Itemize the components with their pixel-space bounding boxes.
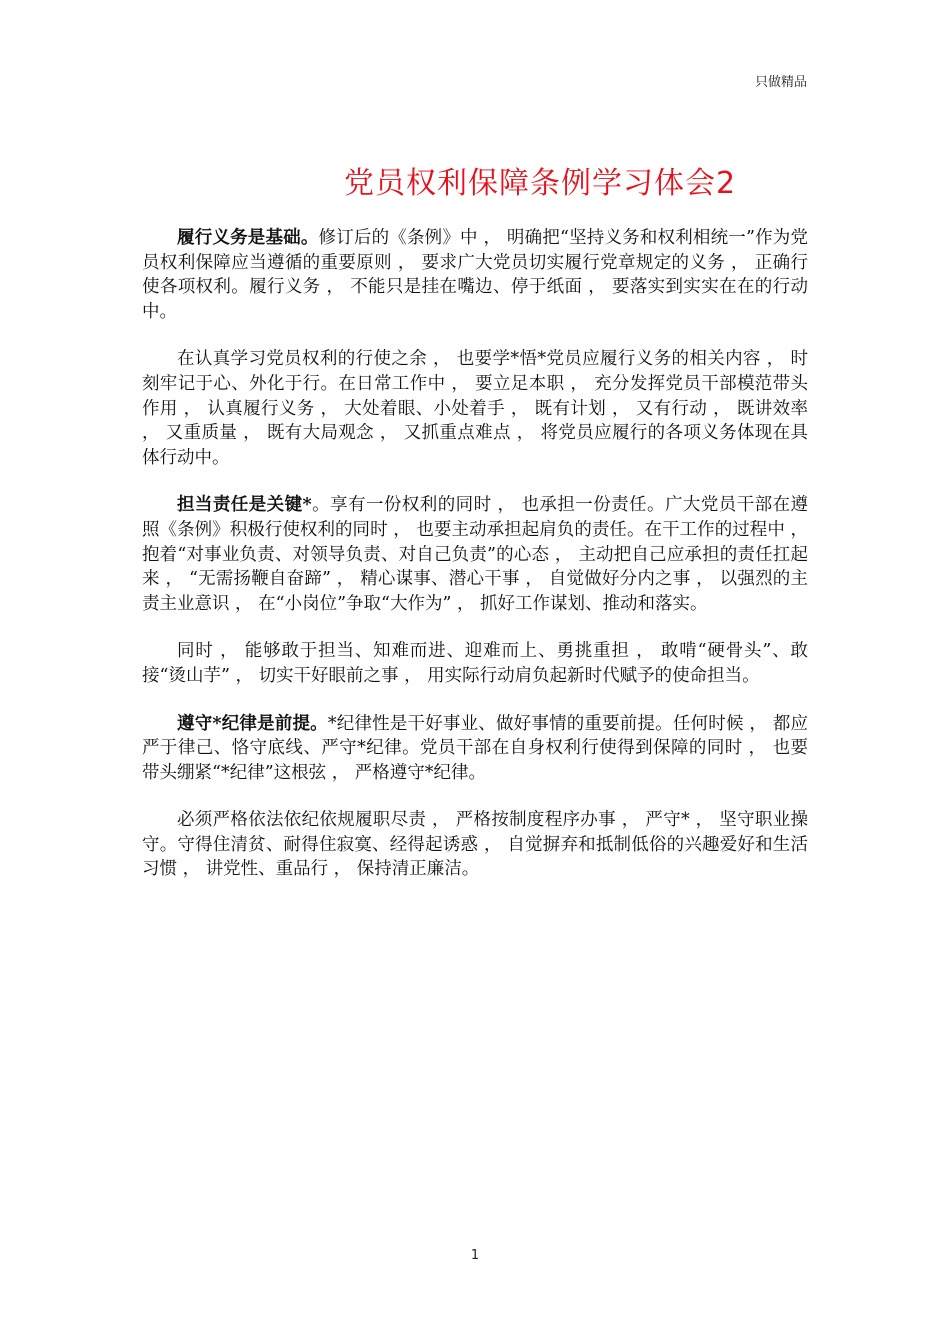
paragraph <box>142 808 808 882</box>
paragraph <box>142 493 808 616</box>
paragraph-text: 必须严格依法依纪依规履职尽责 ， 严格按制度程序办事 ， 严守* ， 坚守职业操守。守得住清贫、耐得住寂寞、经得起诱惑 ， 自觉摒弃和抵制低俗的兴趣爱好和生活习惯 ， 讲党性、重品行 ， 保持清正廉洁。 <box>142 810 808 880</box>
paragraph-lead: 遵守*纪律是前提。 <box>177 713 328 734</box>
paragraph-text: 。享有一份权利的同时 ， 也承担一份责任。广大党员干部在遵照《条例》积极行使权利的同时 ， 也要主动承担起肩负的责任。在干工作的过程中 ， 抱着“对事业负责、对领导负责、对自己负责”的心态 ， 主动把自己应承担的责任扛起来 ， “无需扬鞭自奋蹄” ， 精心谋事、潜心干事 ， 自觉做好分内之事 ， 以强烈的主责主业意识 ， 在“小岗位”争取“大作为” ， 抓好工作谋划、推动和落实。 <box>142 495 809 614</box>
paragraph-text: 同时 ， 能够敢于担当、知难而进、迎难而上、勇挑重担 ， 敢啃“硬骨头”、敢接“烫山芋” ， 切实干好眼前之事 ， 用实际行动肩负起新时代赋予的使命担当。 <box>142 641 808 686</box>
paragraph <box>142 226 808 324</box>
paragraph-text: 修订后的《条例》中 ， 明确把“坚持义务和权利相统一”作为党员权利保障应当遵循的重要原则 ， 要求广大党员切实履行党章规定的义务 ， 正确行使各项权利。履行义务 ， 不能只是挂在嘴边、停于纸面 ， 要落实到实实在在的行动中。 <box>142 228 808 322</box>
paragraph-lead: 履行义务是基础。 <box>177 228 319 248</box>
document-body <box>142 226 808 905</box>
paragraph <box>142 639 808 688</box>
page-number: 1 <box>470 1248 480 1263</box>
document-title: 党员权利保障条例学习体会2 <box>343 166 737 201</box>
paragraph <box>142 347 808 470</box>
header-note: 只做精品 <box>754 75 807 90</box>
paragraph <box>142 712 808 786</box>
paragraph-text: 在认真学习党员权利的行使之余 ， 也要学*悟*党员应履行义务的相关内容 ， 时刻牢记于心、外化于行。在日常工作中 ， 要立足本职 ， 充分发挥党员干部模范带头作用 ， 认真履行义务 ， 大处着眼、小处着手 ， 既有计划 ， 又有行动 ， 既讲效率 ， 又重质量 ， 既有大局观念 ， 又抓重点难点 ， 将党员应履行的各项义务体现在具体行动中。 <box>142 349 808 468</box>
paragraph-lead: 担当责任是关键* <box>177 495 312 516</box>
paragraph-text: *纪律性是干好事业、做好事情的重要前提。任何时候 ， 都应严于律己、恪守底线、严守*纪律。党员干部在自身权利行使得到保障的同时 ， 也要带头绷紧“*纪律”这根弦 ， 严格遵守*纪律。 <box>142 713 809 783</box>
